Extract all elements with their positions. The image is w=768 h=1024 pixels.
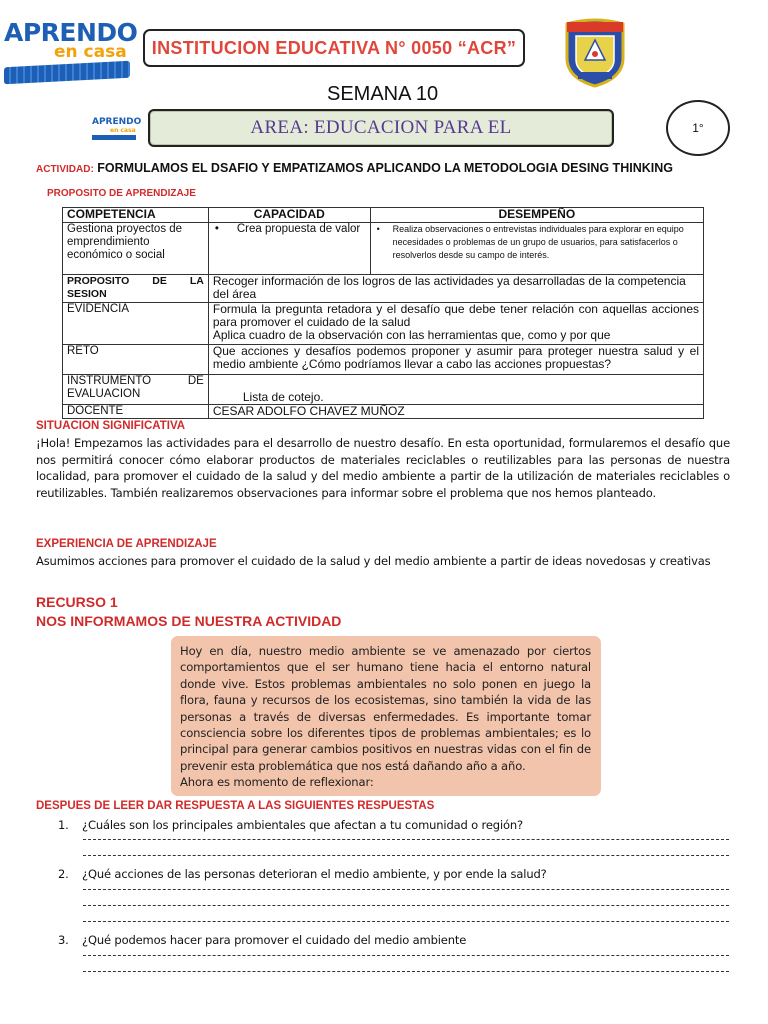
answer-line[interactable] xyxy=(83,889,729,890)
row-value: Que acciones y desafíos podemos proponer y asumir para proteger nuestra salud y el medio ambiente ¿Cómo podríamos llevar a cabo las acciones propuestas? xyxy=(208,345,703,375)
situacion-text: ¡Hola! Empezamos las actividades para el desarrollo de nuestro desafío. En esta oportunidad, formularemos el desafío que nos permitirá conocer cómo elaborar productos de materiales reciclables o reutilizables para las personas de nuestra localidad, para promover el cuidado de la salud y del medio ambiente a partir de la utilización de materiales reciclables o reutilizables. También realizaremos observaciones para informar sobre el problema que nos hemos planteado. xyxy=(36,436,730,500)
row-value: Recoger información de los logros de las actividades ya desarrolladas de la competencia del área xyxy=(208,275,703,303)
row-label: EVIDENCIA xyxy=(63,303,209,345)
answer-line[interactable] xyxy=(83,921,729,922)
answer-line[interactable] xyxy=(83,855,729,856)
cell-capacidad xyxy=(208,223,370,275)
school-name-box xyxy=(143,29,525,67)
row-value: CESAR ADOLFO CHAVEZ MUÑOZ xyxy=(208,405,703,419)
recurso-subheading: NOS INFORMAMOS DE NUESTRA ACTIVIDAD xyxy=(36,613,342,629)
answer-line[interactable] xyxy=(83,839,729,840)
resource-text: Hoy en día, nuestro medio ambiente se ve amenazado por ciertos comportamientos que el ser humano tiene hacia el entorno natural donde vive. Estos problemas ambientales no solo ponen en juego la flora, fauna y recursos de los ecosistemas, sino también la vida de las personas a través de diversas enfermedades. Es importante tomar consciencia sobre los diferentes tipos de problemas ambientales; es lo principal para generar cambios positivos en nuestras vidas con el fin de prevenir esta problemática que nos está dañando año a año. xyxy=(180,644,591,773)
instrument-text: Lista de cotejo. xyxy=(242,390,324,404)
row-value xyxy=(208,303,703,345)
questions-heading: DESPUES DE LEER DAR RESPUESTA A LAS SIGUIENTES RESPUESTAS xyxy=(36,800,435,812)
grade-label: 1° xyxy=(692,121,704,135)
question-item xyxy=(58,818,523,832)
logo-stripes xyxy=(4,61,130,85)
question-number: 2. xyxy=(58,867,69,881)
grade-circle xyxy=(666,100,730,156)
activity-label: ACTIVIDAD: xyxy=(36,164,94,175)
bullet-icon: • xyxy=(376,224,380,234)
small-logo-text-en-casa: en casa xyxy=(110,127,136,134)
question-number: 3. xyxy=(58,933,69,947)
experiencia-heading: EXPERIENCIA DE APRENDIZAJE xyxy=(36,538,217,550)
bullet-icon: • xyxy=(214,223,219,235)
table-row xyxy=(63,345,704,375)
table-row xyxy=(63,223,704,275)
competency-table xyxy=(62,207,704,419)
cell-competencia: Gestiona proyectos de emprendimiento económico o social xyxy=(63,223,209,275)
table-row xyxy=(63,375,704,405)
activity-line xyxy=(36,161,736,175)
question-text: ¿Qué acciones de las personas deterioran el medio ambiente, y por ende la salud? xyxy=(82,867,547,881)
area-box xyxy=(148,109,614,147)
evidence-line-1: Formula la pregunta retadora y el desafío que debe tener relación con aquellas acciones para promover el cuidado de la salud xyxy=(212,302,699,329)
desempeno-text: Realiza observaciones o entrevistas individuales para explorar en equipo necesidades o problemas de un grupo de usuarios, para satisfacerlos o resolverlos desde su campo de interés. xyxy=(392,224,684,260)
cell-desempeno xyxy=(370,223,703,275)
question-number: 1. xyxy=(58,818,69,832)
purpose-heading: PROPOSITO DE APRENDIZAJE xyxy=(47,188,196,199)
aprendo-en-casa-small-logo xyxy=(92,117,140,140)
logo-text-en-casa: en casa xyxy=(54,42,127,62)
resource-text-box xyxy=(171,636,601,796)
school-name: INSTITUCION EDUCATIVA N° 0050 “ACR” xyxy=(151,37,517,58)
situacion-heading: SITUACION SIGNIFICATIVA xyxy=(36,420,186,432)
capacidad-text: Crea propuesta de valor xyxy=(236,223,361,235)
week-title: SEMANA 10 xyxy=(327,83,439,105)
row-label: PROPOSITO DE LA SESION xyxy=(63,275,209,303)
table-row xyxy=(63,303,704,345)
small-logo-stripe xyxy=(92,135,136,140)
question-item xyxy=(58,933,466,947)
recurso-heading: RECURSO 1 xyxy=(36,594,118,610)
table-row xyxy=(63,275,704,303)
header-capacidad: CAPACIDAD xyxy=(208,208,370,223)
evidence-line-2: Aplica cuadro de la observación con las herramientas que, como y por que xyxy=(212,328,611,342)
answer-line[interactable] xyxy=(83,955,729,956)
header-desempeno: DESEMPEÑO xyxy=(370,208,703,223)
activity-text: FORMULAMOS EL DSAFIO Y EMPATIZAMOS APLICANDO LA METODOLOGIA DESING THINKING xyxy=(97,161,673,175)
logo-text-aprendo: APRENDO xyxy=(4,18,138,47)
row-label: INSTRUMENTO DE EVALUACION xyxy=(63,375,209,405)
aprendo-en-casa-logo xyxy=(4,18,138,82)
school-crest-icon xyxy=(564,16,626,88)
question-text: ¿Qué podemos hacer para promover el cuidado del medio ambiente xyxy=(82,933,467,947)
row-label: RETO xyxy=(63,345,209,375)
resource-reflection: Ahora es momento de reflexionar: xyxy=(180,775,374,790)
small-logo-text-aprendo: APRENDO xyxy=(92,117,142,127)
answer-line[interactable] xyxy=(83,905,729,906)
table-row xyxy=(63,405,704,419)
table-header-row xyxy=(63,208,704,223)
header-competencia: COMPETENCIA xyxy=(63,208,209,223)
question-item xyxy=(58,867,547,881)
question-text: ¿Cuáles son los principales ambientales que afectan a tu comunidad o región? xyxy=(82,818,523,832)
experiencia-text: Asumimos acciones para promover el cuidado de la salud y del medio ambiente a partir de ideas novedosas y creativas xyxy=(36,554,711,568)
row-label: DOCENTE xyxy=(63,405,209,419)
row-value xyxy=(208,375,703,405)
area-title: AREA: EDUCACION PARA EL xyxy=(250,117,512,138)
answer-line[interactable] xyxy=(83,971,729,972)
